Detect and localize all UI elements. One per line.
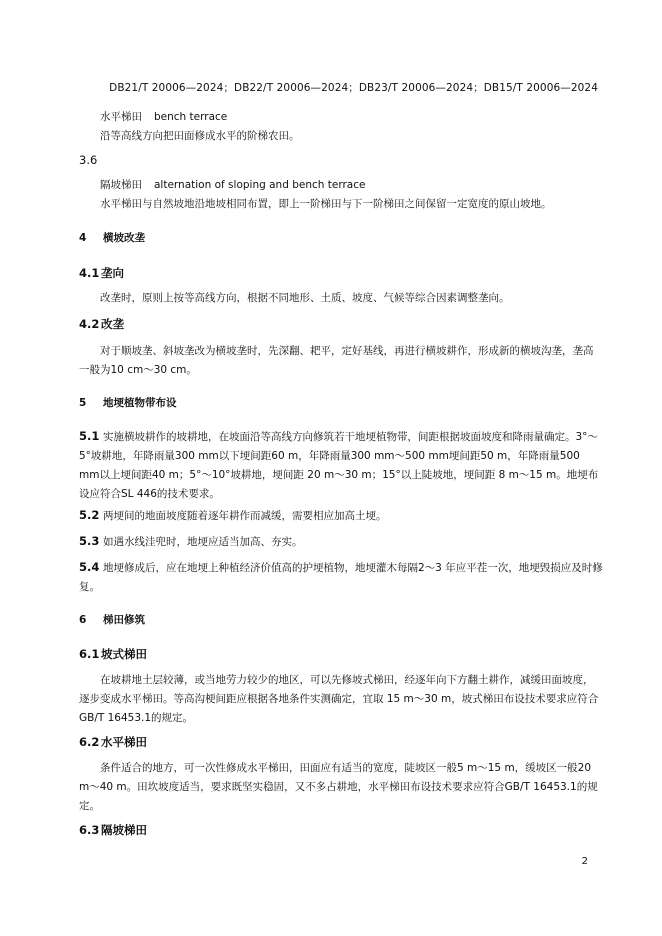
term-title-en: bench terrace: [154, 111, 228, 123]
section-heading-4-1: [79, 264, 603, 283]
section-6-1-text: 在坡耕地土层较薄，或当地劳力较少的地区，可以先修坡式梯田，经逐年向下方翻土耕作，减缓田面坡度，逐步变成水平梯田。等高沟梗间距应根据各地条件实测确定，宜取 15 m～30 m，坡式梯田布设技术要求应符合GB/T 16453.1的规定。: [79, 674, 599, 724]
section-text: 地埂修成后，应在地埂上种植经济价值高的护埂植物，地埂灌木每隔2～3 年应平茬一次，地埂毁损应及时修复。: [79, 562, 603, 593]
section-number: 4: [79, 232, 87, 244]
section-number: 5.2: [79, 508, 100, 522]
section-5-3: [79, 532, 603, 552]
page-number: 2: [581, 856, 588, 867]
section-title: 横坡改垄: [103, 232, 145, 244]
section-title: 隔坡梯田: [101, 823, 147, 837]
section-number: 5.1: [79, 429, 100, 443]
section-heading-6-2: [79, 733, 603, 752]
section-title: 坡式梯田: [101, 647, 147, 661]
term-title: [79, 108, 603, 127]
standard-header: DB21/T 20006—2024；DB22/T 20006—2024；DB23/T 20006—2024；DB15/T 20006—2024: [109, 82, 598, 94]
section-title: 梯田修筑: [103, 614, 145, 626]
section-number: 6.2: [79, 735, 100, 749]
section-heading-4: [79, 229, 603, 248]
section-heading-4-2: [79, 315, 603, 334]
term-number-3-6: [79, 151, 603, 170]
section-4-1-text: 改垄时，原则上按等高线方向，根据不同地形、土质、坡度、气候等综合因素调整垄向。: [100, 292, 510, 304]
section-number: 4.2: [79, 317, 100, 331]
section-text: 实施横坡耕作的坡耕地，在坡面沿等高线方向修筑若干地埂植物带，间距根据坡面坡度和降雨量确定。3°～5°坡耕地，年降雨量300 mm以下埂间距60 m，年降雨量300 mm～500 mm埂间距50 m，年降雨量500 mm以上埂间距40 m；5°～10°坡耕地，埂间距 20 m～30 m；15°以上陡坡地，埂间距 8 m～15 m。地埂布设应符合SL 446的技术要求。: [79, 431, 599, 500]
section-number: 5.4: [79, 560, 100, 574]
term-alternation-terrace: [79, 176, 603, 214]
section-text: 如遇水线洼兜时，地埂应适当加高、夯实。: [103, 536, 303, 548]
section-title: 改垄: [101, 317, 124, 331]
term-definition: 沿等高线方向把田面修成水平的阶梯农田。: [100, 130, 300, 142]
section-heading-6: [79, 611, 603, 630]
section-number: 5.3: [79, 534, 100, 548]
section-5-2: [79, 506, 603, 526]
section-4-2-text: 对于顺坡垄、斜坡垄改为横坡垄时，先深翻、耙平，定好基线，再进行横坡耕作，形成新的横坡沟垄，垄高一般为10 cm～30 cm。: [79, 345, 594, 376]
section-number: 6.3: [79, 823, 100, 837]
section-heading-6-1: [79, 645, 603, 664]
section-text: 两埂间的地面坡度随着逐年耕作而减缓，需要相应加高土埂。: [103, 510, 387, 522]
term-title-zh: 水平梯田: [100, 111, 142, 123]
section-heading-6-3: [79, 821, 603, 840]
section-heading-5: [79, 394, 603, 413]
section-5-4: [79, 558, 603, 597]
term-bench-terrace: [79, 108, 603, 146]
section-title: 地埂植物带布设: [103, 397, 177, 409]
term-title-zh: 隔坡梯田: [100, 179, 142, 191]
section-title: 水平梯田: [101, 735, 147, 749]
section-6-2-text: 条件适合的地方，可一次性修成水平梯田，田面应有适当的宽度，陡坡区一般5 m～15 m，缓坡区一般20 m～40 m。田坎坡度适当，要求既坚实稳固，又不多占耕地，水平梯田布设技术要求应符合GB/T 16453.1的规定。: [79, 762, 598, 812]
section-number: 5: [79, 397, 87, 409]
section-number: 6.1: [79, 647, 100, 661]
term-definition: 水平梯田与自然坡地沿地坡相同布置，即上一阶梯田与下一阶梯田之间保留一定宽度的原山坡地。: [100, 198, 552, 210]
section-5-1: [79, 427, 603, 504]
section-number: 6: [79, 614, 87, 626]
term-number: 3.6: [79, 153, 98, 167]
term-title-en: alternation of sloping and bench terrace: [154, 179, 366, 191]
section-title: 垄向: [101, 266, 124, 280]
term-title: [79, 176, 603, 195]
section-number: 4.1: [79, 266, 100, 280]
